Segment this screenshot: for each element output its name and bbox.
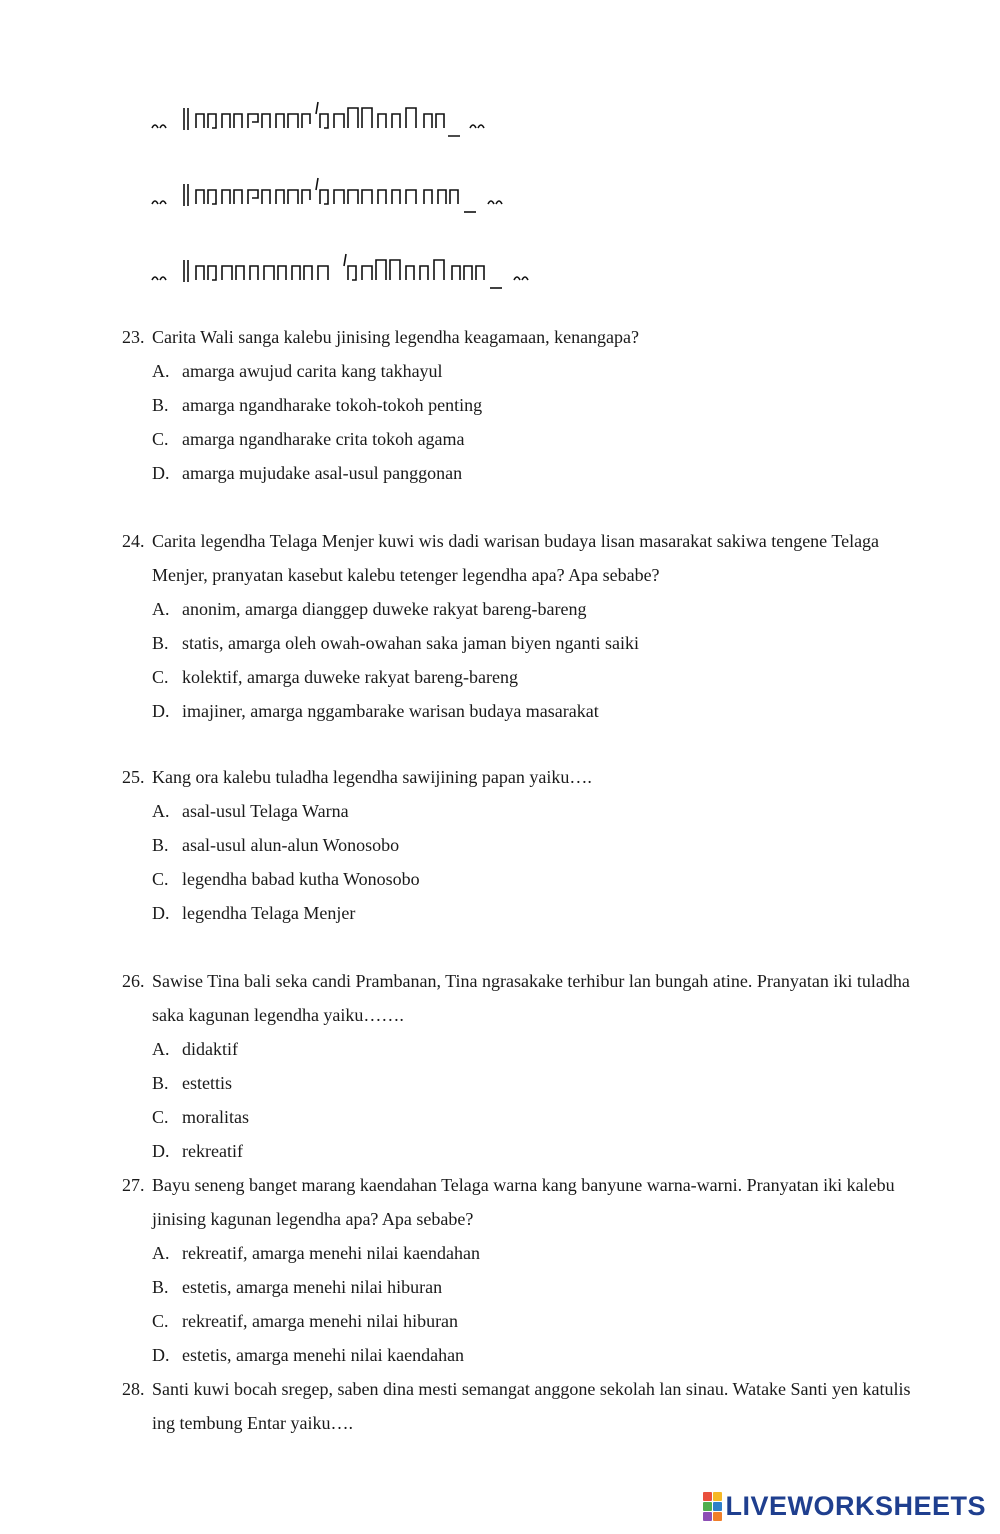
- logo-square: [713, 1492, 722, 1501]
- option-letter: B.: [152, 633, 169, 653]
- option-letter: A.: [152, 361, 170, 381]
- logo-square: [703, 1502, 712, 1511]
- option-letter: A.: [152, 599, 170, 619]
- option-d[interactable]: [122, 456, 912, 490]
- logo-mark-icon: [703, 1492, 722, 1521]
- option-text: moralitas: [182, 1107, 249, 1127]
- option-text: estetis, amarga menehi nilai kaendahan: [182, 1345, 465, 1365]
- question-number: 26.: [122, 971, 145, 991]
- question-number: 23.: [122, 327, 145, 347]
- option-letter: C.: [152, 429, 169, 449]
- question-text: Carita legendha Telaga Menjer kuwi wis dadi warisan budaya lisan masarakat sakiwa tengene Telaga Menjer, pranyatan kasebut kalebu tetenger legendha apa? Apa sebabe?: [152, 531, 880, 585]
- option-c[interactable]: [122, 1304, 912, 1338]
- question-number: 24.: [122, 531, 145, 551]
- question-text: Kang ora kalebu tuladha legendha sawijining papan yaiku….: [152, 767, 592, 787]
- option-c[interactable]: [122, 660, 912, 694]
- javanese-script-line-3: [148, 250, 558, 290]
- question-number: 25.: [122, 767, 145, 787]
- question-number: 27.: [122, 1175, 145, 1195]
- question-number: 28.: [122, 1379, 145, 1399]
- option-letter: C.: [152, 1107, 169, 1127]
- javanese-glyphs-3: [148, 250, 558, 290]
- option-text: asal-usul Telaga Warna: [182, 801, 349, 821]
- logo-square: [703, 1492, 712, 1501]
- option-letter: C.: [152, 1311, 169, 1331]
- option-text: estettis: [182, 1073, 232, 1093]
- option-b[interactable]: [122, 388, 912, 422]
- option-letter: B.: [152, 835, 169, 855]
- option-a[interactable]: [122, 354, 912, 388]
- javanese-script-line-2: [148, 174, 528, 214]
- option-letter: B.: [152, 1073, 169, 1093]
- question-23: [122, 320, 912, 490]
- option-letter: D.: [152, 1345, 170, 1365]
- logo-square: [713, 1502, 722, 1511]
- option-letter: B.: [152, 395, 169, 415]
- option-text: amarga mujudake asal-usul panggonan: [182, 463, 463, 483]
- option-b[interactable]: [122, 1066, 912, 1100]
- javanese-glyphs-1: [148, 98, 508, 138]
- option-c[interactable]: [122, 1100, 912, 1134]
- question-text: Carita Wali sanga kalebu jinising legendha keagamaan, kenangapa?: [152, 327, 640, 347]
- option-letter: A.: [152, 1039, 170, 1059]
- option-text: amarga ngandharake tokoh-tokoh penting: [182, 395, 483, 415]
- javanese-glyphs-2: [148, 174, 528, 214]
- question-24: [122, 524, 912, 728]
- question-28: [122, 1372, 912, 1440]
- option-d[interactable]: [122, 1338, 912, 1372]
- option-text: imajiner, amarga nggambarake warisan budaya masarakat: [182, 701, 599, 721]
- option-letter: D.: [152, 903, 170, 923]
- option-a[interactable]: [122, 1032, 912, 1066]
- option-text: asal-usul alun-alun Wonosobo: [182, 835, 400, 855]
- option-a[interactable]: [122, 1236, 912, 1270]
- option-letter: D.: [152, 1141, 170, 1161]
- option-text: anonim, amarga dianggep duweke rakyat bareng-bareng: [182, 599, 587, 619]
- question-text: Sawise Tina bali seka candi Prambanan, Tina ngrasakake terhibur lan bungah atine. Pranyatan iki tuladha saka kagunan legendha yaiku…….: [152, 971, 910, 1025]
- option-d[interactable]: [122, 1134, 912, 1168]
- question-27: [122, 1168, 912, 1372]
- option-b[interactable]: [122, 1270, 912, 1304]
- option-letter: B.: [152, 1277, 169, 1297]
- option-text: amarga awujud carita kang takhayul: [182, 361, 443, 381]
- option-d[interactable]: [122, 896, 912, 930]
- option-text: didaktif: [182, 1039, 238, 1059]
- option-letter: D.: [152, 701, 170, 721]
- liveworksheets-logo[interactable]: [703, 1491, 986, 1522]
- option-text: legendha Telaga Menjer: [182, 903, 356, 923]
- question-25: [122, 760, 912, 930]
- question-text: Bayu seneng banget marang kaendahan Telaga warna kang banyune warna-warni. Pranyatan iki kalebu jinising kagunan legendha apa? Apa sebabe?: [152, 1175, 895, 1229]
- logo-square: [713, 1512, 722, 1521]
- question-26: [122, 964, 912, 1168]
- option-b[interactable]: [122, 828, 912, 862]
- option-text: estetis, amarga menehi nilai hiburan: [182, 1277, 443, 1297]
- option-a[interactable]: [122, 794, 912, 828]
- option-a[interactable]: [122, 592, 912, 626]
- logo-square: [703, 1512, 712, 1521]
- javanese-script-line-1: [148, 98, 508, 138]
- option-d[interactable]: [122, 694, 912, 728]
- option-letter: C.: [152, 869, 169, 889]
- option-text: amarga ngandharake crita tokoh agama: [182, 429, 465, 449]
- question-text: Santi kuwi bocah sregep, saben dina mesti semangat anggone sekolah lan sinau. Watake Santi yen katulis ing tembung Entar yaiku….: [152, 1379, 911, 1433]
- option-letter: D.: [152, 463, 170, 483]
- option-letter: A.: [152, 1243, 170, 1263]
- option-b[interactable]: [122, 626, 912, 660]
- option-text: rekreatif: [182, 1141, 243, 1161]
- option-text: legendha babad kutha Wonosobo: [182, 869, 420, 889]
- option-text: kolektif, amarga duweke rakyat bareng-bareng: [182, 667, 519, 687]
- option-c[interactable]: [122, 422, 912, 456]
- option-text: rekreatif, amarga menehi nilai kaendahan: [182, 1243, 481, 1263]
- option-letter: C.: [152, 667, 169, 687]
- option-letter: A.: [152, 801, 170, 821]
- option-c[interactable]: [122, 862, 912, 896]
- option-text: statis, amarga oleh owah-owahan saka jaman biyen nganti saiki: [182, 633, 640, 653]
- logo-text: LIVEWORKSHEETS: [725, 1491, 986, 1521]
- option-text: rekreatif, amarga menehi nilai hiburan: [182, 1311, 459, 1331]
